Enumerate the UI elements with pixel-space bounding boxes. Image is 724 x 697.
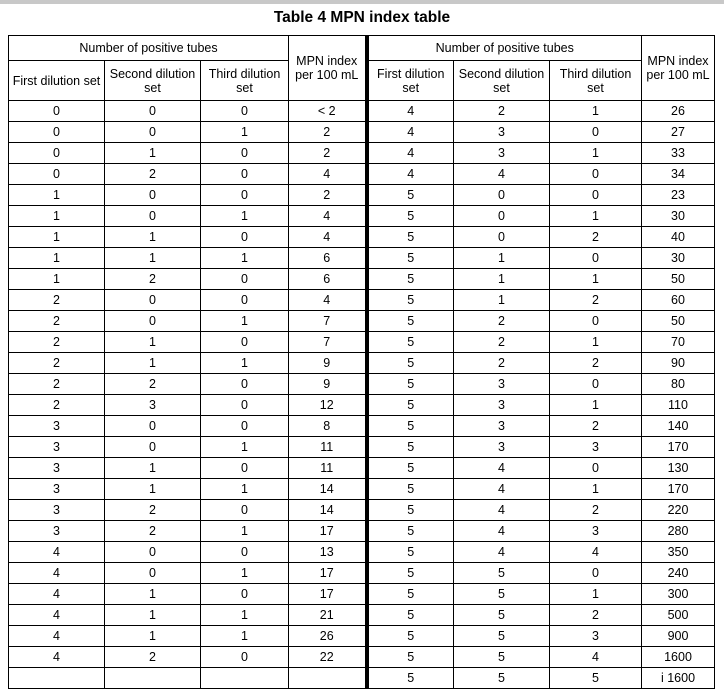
mpn-index-cell: 500 (642, 605, 715, 626)
second-dilution-cell: 1 (105, 605, 201, 626)
mpn-index-cell: 2 (289, 143, 367, 164)
mpn-index-cell: < 2 (289, 101, 367, 122)
second-dilution-cell: 1 (105, 353, 201, 374)
second-dilution-cell: 3 (454, 416, 550, 437)
second-dilution-cell: 4 (454, 542, 550, 563)
table-row (9, 584, 715, 605)
second-dilution-cell: 1 (105, 458, 201, 479)
second-dilution-cell: 4 (454, 479, 550, 500)
mpn-index-cell: 40 (642, 227, 715, 248)
third-dilution-cell: 0 (201, 542, 289, 563)
first-dilution-cell: 5 (367, 647, 454, 668)
first-dilution-cell: 1 (9, 248, 105, 269)
third-dilution-cell: 2 (550, 605, 642, 626)
second-dilution-cell: 1 (454, 248, 550, 269)
third-dilution-cell: 0 (550, 374, 642, 395)
first-dilution-cell: 5 (367, 311, 454, 332)
mpn-index-cell: 4 (289, 206, 367, 227)
table-row (9, 458, 715, 479)
mpn-index-cell: 300 (642, 584, 715, 605)
mpn-index-cell: 27 (642, 122, 715, 143)
second-dilution-cell: 2 (105, 500, 201, 521)
second-dilution-cell: 3 (105, 395, 201, 416)
third-dilution-cell: 0 (550, 164, 642, 185)
third-dilution-cell: 1 (550, 584, 642, 605)
first-dilution-cell: 4 (9, 647, 105, 668)
third-dilution-cell: 0 (550, 458, 642, 479)
first-dilution-cell: 0 (9, 122, 105, 143)
second-dilution-cell: 4 (454, 164, 550, 185)
third-dilution-cell: 0 (201, 164, 289, 185)
mpn-header-left: MPN index per 100 mL (289, 36, 367, 101)
third-dilution-cell: 0 (201, 269, 289, 290)
third-dilution-header-left: Third dilution set (201, 61, 289, 101)
third-dilution-cell: 0 (201, 416, 289, 437)
mpn-index-cell: 2 (289, 185, 367, 206)
first-dilution-cell: 5 (367, 668, 454, 689)
third-dilution-cell: 1 (550, 332, 642, 353)
second-dilution-cell: 1 (105, 479, 201, 500)
first-dilution-cell: 5 (367, 227, 454, 248)
third-dilution-cell: 1 (201, 626, 289, 647)
second-dilution-cell: 3 (454, 122, 550, 143)
third-dilution-header-right: Third dilution set (550, 61, 642, 101)
third-dilution-cell: 0 (201, 500, 289, 521)
second-dilution-cell: 1 (454, 290, 550, 311)
first-dilution-cell: 1 (9, 269, 105, 290)
mpn-index-cell: 17 (289, 584, 367, 605)
mpn-index-cell: 30 (642, 248, 715, 269)
table-row (9, 227, 715, 248)
first-dilution-cell: 3 (9, 458, 105, 479)
second-dilution-cell: 0 (454, 185, 550, 206)
second-dilution-cell: 3 (454, 374, 550, 395)
first-dilution-cell: 4 (367, 143, 454, 164)
first-dilution-cell: 5 (367, 374, 454, 395)
second-dilution-cell: 0 (105, 122, 201, 143)
first-dilution-cell: 4 (9, 584, 105, 605)
third-dilution-cell: 0 (201, 185, 289, 206)
header-row-1 (9, 36, 715, 61)
second-dilution-cell: 4 (454, 500, 550, 521)
first-dilution-cell: 3 (9, 437, 105, 458)
first-dilution-cell: 3 (9, 416, 105, 437)
table-row (9, 164, 715, 185)
table-row (9, 605, 715, 626)
third-dilution-cell: 0 (550, 311, 642, 332)
positive-tubes-header-right: Number of positive tubes (367, 36, 642, 61)
second-dilution-cell (105, 668, 201, 689)
second-dilution-cell: 4 (454, 458, 550, 479)
table-title: Table 4 MPN index table (273, 9, 451, 26)
mpn-index-cell: 140 (642, 416, 715, 437)
first-dilution-cell: 1 (9, 227, 105, 248)
mpn-index-table (8, 35, 715, 689)
third-dilution-cell: 1 (201, 521, 289, 542)
mpn-index-cell: 22 (289, 647, 367, 668)
table-row (9, 395, 715, 416)
second-dilution-cell: 2 (105, 374, 201, 395)
second-dilution-cell: 2 (454, 311, 550, 332)
first-dilution-cell: 5 (367, 626, 454, 647)
third-dilution-cell: 2 (550, 500, 642, 521)
mpn-index-cell: 220 (642, 500, 715, 521)
mpn-index-cell: 80 (642, 374, 715, 395)
table-row (9, 374, 715, 395)
second-dilution-cell: 5 (454, 647, 550, 668)
first-dilution-cell: 5 (367, 437, 454, 458)
first-dilution-cell: 5 (367, 500, 454, 521)
mpn-index-cell: 30 (642, 206, 715, 227)
mpn-index-cell: 14 (289, 479, 367, 500)
mpn-index-cell: 4 (289, 290, 367, 311)
second-dilution-cell: 0 (105, 185, 201, 206)
third-dilution-cell: 0 (201, 290, 289, 311)
first-dilution-cell: 2 (9, 290, 105, 311)
first-dilution-header-left: First dilution set (9, 61, 105, 101)
first-dilution-cell: 3 (9, 500, 105, 521)
mpn-index-cell: 4 (289, 227, 367, 248)
third-dilution-cell: 1 (550, 479, 642, 500)
mpn-index-cell: 130 (642, 458, 715, 479)
mpn-index-cell: 26 (642, 101, 715, 122)
mpn-index-cell: 8 (289, 416, 367, 437)
third-dilution-cell: 1 (550, 101, 642, 122)
mpn-index-cell: 13 (289, 542, 367, 563)
third-dilution-cell: 2 (550, 290, 642, 311)
table-row (9, 647, 715, 668)
first-dilution-cell: 5 (367, 395, 454, 416)
second-dilution-cell: 5 (454, 605, 550, 626)
table-row (9, 563, 715, 584)
mpn-index-cell: 9 (289, 353, 367, 374)
second-dilution-cell: 0 (454, 227, 550, 248)
third-dilution-cell: 2 (550, 416, 642, 437)
third-dilution-cell: 0 (550, 248, 642, 269)
first-dilution-cell: 4 (9, 563, 105, 584)
second-dilution-cell: 0 (105, 542, 201, 563)
third-dilution-cell: 0 (550, 185, 642, 206)
table-row (9, 185, 715, 206)
third-dilution-cell: 0 (550, 563, 642, 584)
first-dilution-cell: 3 (9, 479, 105, 500)
mpn-index-cell: 900 (642, 626, 715, 647)
third-dilution-cell: 5 (550, 668, 642, 689)
mpn-index-cell: 280 (642, 521, 715, 542)
first-dilution-cell: 2 (9, 395, 105, 416)
second-dilution-cell: 2 (454, 353, 550, 374)
mpn-index-cell: 11 (289, 437, 367, 458)
second-dilution-cell: 0 (105, 101, 201, 122)
first-dilution-cell: 4 (367, 164, 454, 185)
first-dilution-cell: 5 (367, 290, 454, 311)
third-dilution-cell: 1 (201, 479, 289, 500)
second-dilution-cell: 0 (105, 437, 201, 458)
table-row (9, 416, 715, 437)
third-dilution-cell: 0 (201, 374, 289, 395)
third-dilution-cell: 4 (550, 647, 642, 668)
third-dilution-cell: 4 (550, 542, 642, 563)
first-dilution-header-right: First dilution set (367, 61, 454, 101)
table-body (9, 101, 715, 689)
mpn-index-cell: 34 (642, 164, 715, 185)
second-dilution-cell: 0 (105, 290, 201, 311)
third-dilution-cell: 1 (201, 248, 289, 269)
first-dilution-cell: 4 (367, 101, 454, 122)
third-dilution-cell: 1 (201, 437, 289, 458)
third-dilution-cell: 1 (550, 206, 642, 227)
mpn-index-cell: 1600 (642, 647, 715, 668)
top-rule (0, 0, 724, 4)
second-dilution-cell: 1 (105, 584, 201, 605)
table-row (9, 122, 715, 143)
third-dilution-cell: 1 (550, 269, 642, 290)
mpn-index-cell: 9 (289, 374, 367, 395)
third-dilution-cell: 2 (550, 353, 642, 374)
third-dilution-cell: 3 (550, 437, 642, 458)
mpn-index-cell: 240 (642, 563, 715, 584)
third-dilution-cell: 0 (201, 647, 289, 668)
table-row (9, 248, 715, 269)
third-dilution-cell: 0 (201, 143, 289, 164)
second-dilution-cell: 5 (454, 668, 550, 689)
second-dilution-cell: 3 (454, 143, 550, 164)
first-dilution-cell: 0 (9, 101, 105, 122)
third-dilution-cell: 1 (201, 206, 289, 227)
second-dilution-cell: 1 (105, 227, 201, 248)
mpn-index-cell: 26 (289, 626, 367, 647)
first-dilution-cell: 5 (367, 185, 454, 206)
table-row (9, 206, 715, 227)
third-dilution-cell: 1 (201, 122, 289, 143)
first-dilution-cell: 4 (9, 626, 105, 647)
first-dilution-cell (9, 668, 105, 689)
third-dilution-cell: 1 (201, 311, 289, 332)
mpn-index-cell: 2 (289, 122, 367, 143)
first-dilution-cell: 2 (9, 374, 105, 395)
first-dilution-cell: 5 (367, 479, 454, 500)
mpn-index-cell: 170 (642, 437, 715, 458)
second-dilution-cell: 3 (454, 437, 550, 458)
mpn-index-cell: 70 (642, 332, 715, 353)
mpn-index-cell: 170 (642, 479, 715, 500)
mpn-index-cell: 7 (289, 311, 367, 332)
first-dilution-cell: 5 (367, 458, 454, 479)
mpn-index-cell: 4 (289, 164, 367, 185)
third-dilution-cell: 1 (550, 395, 642, 416)
third-dilution-cell: 1 (201, 605, 289, 626)
first-dilution-cell: 5 (367, 248, 454, 269)
second-dilution-cell: 0 (454, 206, 550, 227)
mpn-index-cell: 90 (642, 353, 715, 374)
second-dilution-cell: 4 (454, 521, 550, 542)
second-dilution-header-left: Second dilution set (105, 61, 201, 101)
first-dilution-cell: 0 (9, 164, 105, 185)
second-dilution-cell: 0 (105, 416, 201, 437)
mpn-index-cell: 21 (289, 605, 367, 626)
mpn-index-cell: i 1600 (642, 668, 715, 689)
first-dilution-cell: 4 (367, 122, 454, 143)
table-row (9, 437, 715, 458)
second-dilution-cell: 2 (105, 647, 201, 668)
third-dilution-cell: 2 (550, 227, 642, 248)
mpn-index-cell: 11 (289, 458, 367, 479)
second-dilution-cell: 0 (105, 311, 201, 332)
mpn-index-cell (289, 668, 367, 689)
mpn-index-cell: 23 (642, 185, 715, 206)
table-row (9, 332, 715, 353)
third-dilution-cell: 1 (201, 563, 289, 584)
positive-tubes-header-left: Number of positive tubes (9, 36, 289, 61)
second-dilution-cell: 1 (454, 269, 550, 290)
second-dilution-cell: 1 (105, 143, 201, 164)
first-dilution-cell: 2 (9, 311, 105, 332)
table-row (9, 500, 715, 521)
table-row (9, 290, 715, 311)
table-row (9, 101, 715, 122)
table-row (9, 353, 715, 374)
table-row (9, 269, 715, 290)
second-dilution-cell: 2 (105, 521, 201, 542)
mpn-index-cell: 60 (642, 290, 715, 311)
second-dilution-cell: 2 (105, 269, 201, 290)
second-dilution-cell: 2 (454, 332, 550, 353)
mpn-header-right: MPN index per 100 mL (642, 36, 715, 101)
first-dilution-cell: 0 (9, 143, 105, 164)
second-dilution-cell: 3 (454, 395, 550, 416)
third-dilution-cell (201, 668, 289, 689)
second-dilution-cell: 2 (105, 164, 201, 185)
table-row (9, 143, 715, 164)
mpn-index-cell: 350 (642, 542, 715, 563)
table-row (9, 542, 715, 563)
second-dilution-cell: 0 (105, 563, 201, 584)
mpn-index-cell: 50 (642, 311, 715, 332)
second-dilution-cell: 0 (105, 206, 201, 227)
first-dilution-cell: 1 (9, 185, 105, 206)
first-dilution-cell: 5 (367, 332, 454, 353)
third-dilution-cell: 0 (201, 101, 289, 122)
second-dilution-cell: 5 (454, 626, 550, 647)
mpn-index-cell: 110 (642, 395, 715, 416)
third-dilution-cell: 0 (201, 332, 289, 353)
third-dilution-cell: 0 (201, 458, 289, 479)
first-dilution-cell: 5 (367, 542, 454, 563)
third-dilution-cell: 0 (550, 122, 642, 143)
first-dilution-cell: 5 (367, 416, 454, 437)
first-dilution-cell: 5 (367, 563, 454, 584)
table-row (9, 626, 715, 647)
third-dilution-cell: 1 (550, 143, 642, 164)
second-dilution-cell: 5 (454, 563, 550, 584)
mpn-index-cell: 50 (642, 269, 715, 290)
mpn-index-cell: 12 (289, 395, 367, 416)
mpn-index-cell: 17 (289, 521, 367, 542)
first-dilution-cell: 5 (367, 605, 454, 626)
first-dilution-cell: 5 (367, 584, 454, 605)
third-dilution-cell: 0 (201, 584, 289, 605)
first-dilution-cell: 1 (9, 206, 105, 227)
first-dilution-cell: 5 (367, 521, 454, 542)
mpn-index-cell: 6 (289, 269, 367, 290)
second-dilution-cell: 1 (105, 248, 201, 269)
first-dilution-cell: 2 (9, 353, 105, 374)
second-dilution-cell: 2 (454, 101, 550, 122)
first-dilution-cell: 5 (367, 353, 454, 374)
table-row (9, 311, 715, 332)
first-dilution-cell: 4 (9, 605, 105, 626)
table-row (9, 479, 715, 500)
mpn-index-cell: 17 (289, 563, 367, 584)
second-dilution-cell: 1 (105, 626, 201, 647)
third-dilution-cell: 3 (550, 626, 642, 647)
mpn-index-cell: 7 (289, 332, 367, 353)
first-dilution-cell: 4 (9, 542, 105, 563)
third-dilution-cell: 0 (201, 395, 289, 416)
second-dilution-cell: 5 (454, 584, 550, 605)
first-dilution-cell: 3 (9, 521, 105, 542)
second-dilution-cell: 1 (105, 332, 201, 353)
first-dilution-cell: 5 (367, 269, 454, 290)
mpn-index-cell: 14 (289, 500, 367, 521)
second-dilution-header-right: Second dilution set (454, 61, 550, 101)
table-row (9, 668, 715, 689)
table-row (9, 521, 715, 542)
mpn-index-cell: 6 (289, 248, 367, 269)
third-dilution-cell: 1 (201, 353, 289, 374)
third-dilution-cell: 0 (201, 227, 289, 248)
first-dilution-cell: 2 (9, 332, 105, 353)
first-dilution-cell: 5 (367, 206, 454, 227)
mpn-index-cell: 33 (642, 143, 715, 164)
third-dilution-cell: 3 (550, 521, 642, 542)
